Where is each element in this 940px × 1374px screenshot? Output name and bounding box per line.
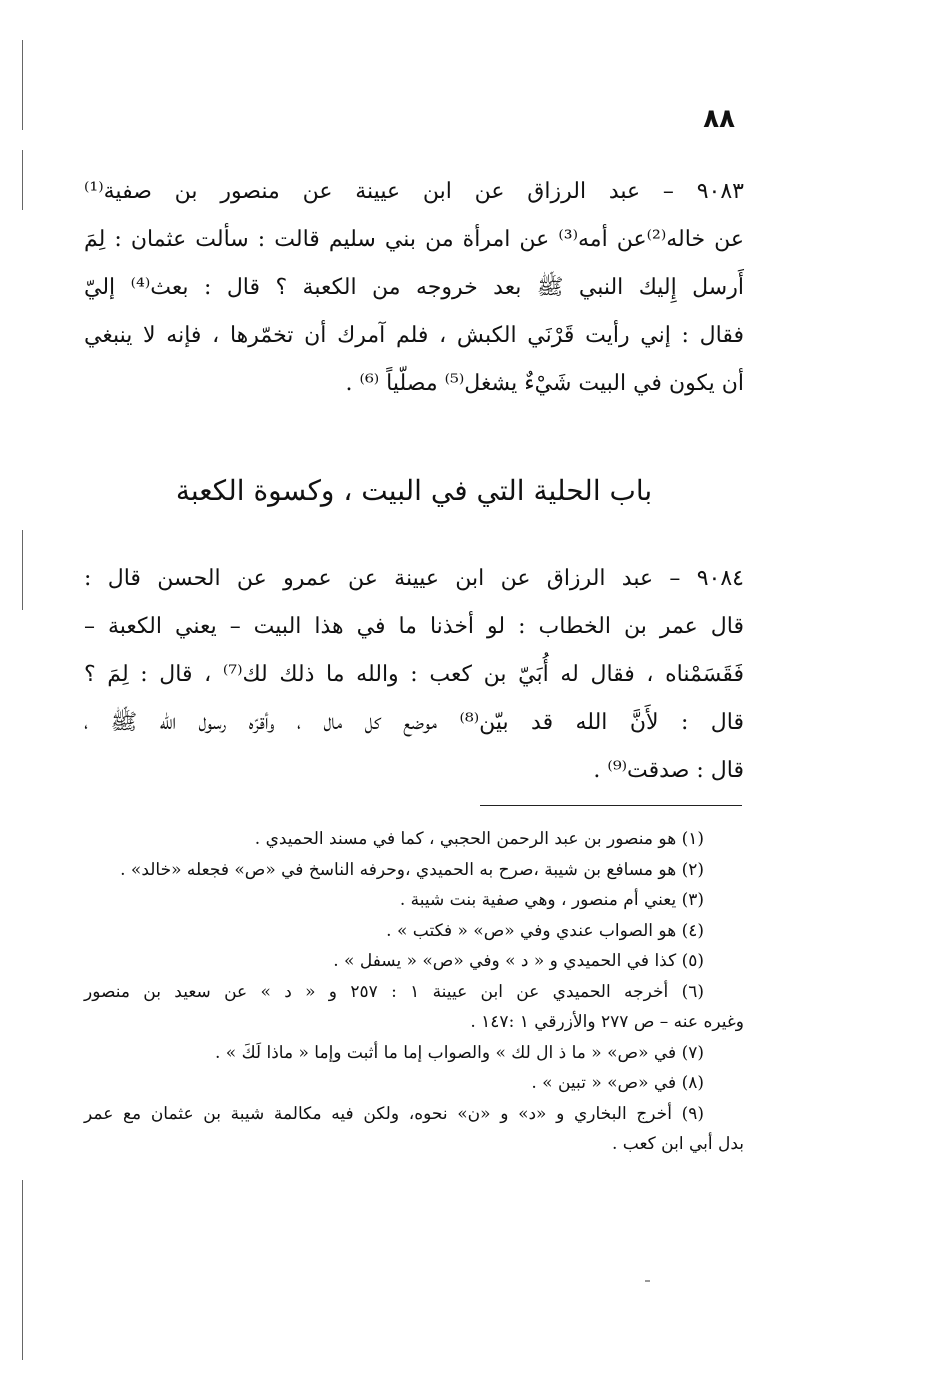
hadith-line: ٩٠٨٣ – عبد الرزاق عن ابن عيينة عن منصور بن صفية⁽¹⁾: [84, 179, 744, 204]
footnote-3: (٣) يعني أم منصور ، وهي صفية بنت شيبة .: [399, 890, 704, 910]
hadith-line: أن يكون في البيت شَيْءٌ يشغل⁽⁵⁾ مصلّياً ⁽⁶⁾ .: [345, 371, 744, 396]
scan-edge-mark: [22, 40, 23, 130]
scan-edge-mark: [22, 1180, 23, 1360]
footnote-4: (٤) هو الصواب عندي وفي «ص» « فكتب » .: [386, 920, 704, 941]
hadith-line: عن خاله⁽²⁾عن أمه⁽³⁾ عن امرأة من بني سليم قالت : سألت عثمان : لِمَ: [84, 227, 745, 252]
footnote-8: (٨) في «ص» « تبين » .: [531, 1073, 704, 1093]
scan-speck: [645, 1280, 650, 1282]
hadith-line: فقال : إني رأيت قَرْنَي الكبش ، فلم آمرك أن تخمّرها ، فإنه لا ينبغي: [84, 323, 744, 348]
hadith-line: أَرسل إِليك النبي ﷺ بعد خروجه من الكعبة ؟ قال : بعث⁽⁴⁾ إليّ: [84, 275, 744, 300]
footnote-9-continued: بدل أبي ابن كعب .: [611, 1134, 744, 1154]
footnote-7: (٧) في «ص» « ما ذ ال لك » والصواب إما ما أثبت وإما « ماذا لَكَ » .: [214, 1042, 704, 1063]
hadith-9084: [84, 555, 744, 795]
hadith-line: قال : صدقت⁽⁹⁾ .: [593, 758, 744, 783]
hadith-9083: [84, 168, 744, 408]
footnotes: [84, 824, 744, 1160]
footnote-6-continued: وغيره عنه – ص ٢٧٧ والأزرقي ١ :١٤٧ .: [470, 1012, 744, 1032]
footnote-2: (٢) هو مسافع بن شيبة ،صرح به الحميدي ،وحرفه الناسخ في «ص» فجعله «خالد» .: [120, 859, 704, 880]
hadith-line: قال : لأَنَّ الله قد بيّن⁽⁸⁾ موضع كل مال ، وأقرّه رسول الله ﷺ ،: [84, 710, 744, 735]
hadith-line: ٩٠٨٤ – عبد الرزاق عن ابن عيينة عن عمرو عن الحسن قال :: [84, 566, 744, 591]
footnote-divider: [480, 805, 742, 806]
hadith-line: قال عمر بن الخطاب : لو أخذنا ما في هذا البيت – يعني الكعبة –: [84, 614, 744, 639]
hadith-line: فَقَسَمْناه ، فقال له أُبَيّ بن كعب : والله ما ذلك لك⁽⁷⁾ ، قال : لِمَ ؟: [84, 662, 745, 687]
footnote-9: (٩) أخرج البخاري و «د» و «ن» نحوه، ولكن فيه مكالمة شيبة بن عثمان مع عمر: [84, 1103, 704, 1124]
footnote-5: (٥) كذا في الحميدي و « د » وفي «ص» « يسفل » .: [333, 951, 704, 971]
footnote-6: (٦) أخرجه الحميدي عن ابن عيينة ١ : ٢٥٧ و « د » عن سعيد بن منصور: [84, 981, 704, 1002]
chapter-title: باب الحلية التي في البيت ، وكسوة الكعبة: [175, 474, 653, 507]
page-number: ٨٨: [703, 104, 735, 134]
scan-edge-mark: [22, 530, 23, 610]
scan-edge-mark: [22, 150, 23, 210]
footnote-1: (١) هو منصور بن عبد الرحمن الحجبي ، كما في مسند الحميدي .: [254, 829, 704, 849]
